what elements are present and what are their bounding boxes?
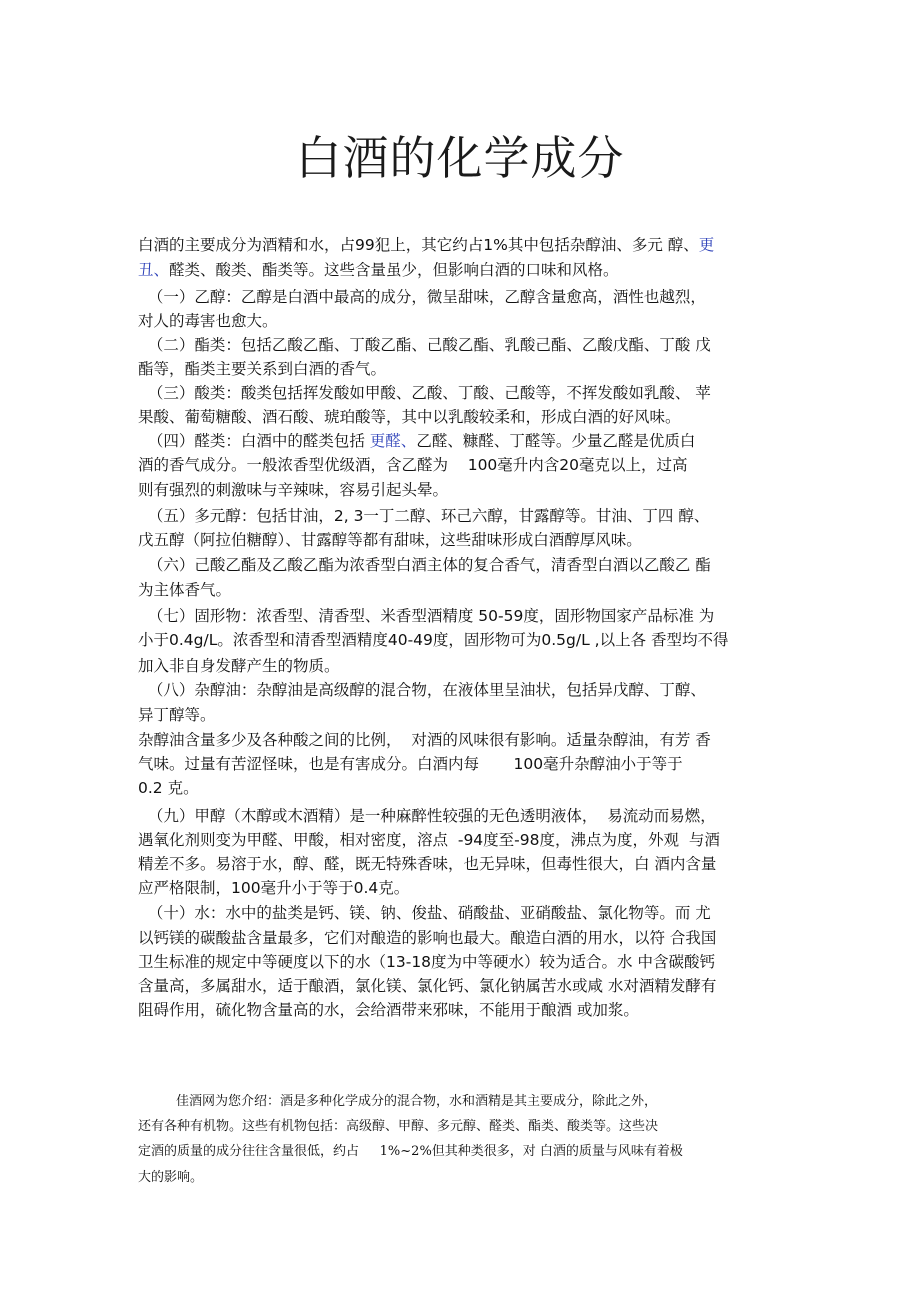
body-line: [138, 928, 716, 948]
body-text: （三）酸类：酸类包括挥发酸如甲酸、乙酸、丁酸、己酸等，不挥发酸如乳酸、 苹: [138, 384, 711, 402]
body-text: 酯等，酯类主要关系到白酒的香气。: [138, 360, 387, 378]
body-text: （二）酯类：包括乙酸乙酯、丁酸乙酯、己酸乙酯、乳酸己酯、乙酸戊酯、丁酸 戊: [138, 336, 711, 354]
body-text: （六）己酸乙酯及乙酸乙酯为浓香型白酒主体的复合香气，清香型白酒以乙酸乙 酯: [138, 556, 711, 574]
body-line: [138, 903, 711, 923]
body-line: [138, 383, 711, 403]
body-line: [138, 311, 278, 331]
body-line: [138, 1000, 639, 1020]
body-line: [138, 455, 688, 475]
hyperlink[interactable]: 更: [698, 236, 715, 254]
body-line: [138, 830, 720, 850]
body-text: 应严格限制，100毫升小于等于0.4克。: [138, 879, 410, 897]
body-text: 杂醇油含量多少及各种酸之间的比例， 对酒的风味很有影响。适量杂醇油，有芳 香: [138, 731, 711, 749]
body-text: 卫生标准的规定中等硬度以下的水（13-18度为中等硬水）较为适合。水 中含碳酸钙: [138, 953, 715, 971]
body-line: [138, 854, 716, 874]
body-line: [138, 431, 695, 451]
body-line: [138, 260, 619, 280]
body-text: 0.2 克。: [138, 779, 199, 797]
body-line: [138, 976, 716, 996]
hyperlink[interactable]: 更醛、: [369, 432, 417, 450]
body-text: （十）水：水中的盐类是钙、镁、钠、俊盐、硝酸盐、亚硝酸盐、氯化物等。而 尤: [138, 904, 711, 922]
footer-line: 佳酒网为您介绍：酒是多种化学成分的混合物，水和酒精是其主要成分，除此之外，: [176, 1094, 658, 1109]
body-text: 则有强烈的刺激味与辛辣味，容易引起头晕。: [138, 481, 449, 499]
body-text: （八）杂醇油：杂醇油是高级醇的混合物，在液体里呈油状，包括异戊醇、丁醇、: [138, 681, 706, 699]
body-line: [138, 952, 715, 972]
body-line: [138, 335, 711, 355]
body-line: [138, 359, 386, 379]
body-text: （一）乙醇：乙醇是白酒中最高的成分，微呈甜味，乙醇含量愈高，酒性也越烈，: [138, 288, 706, 306]
body-line: [138, 407, 681, 427]
body-text: 醛类、酸类、酯类等。这些含量虽少，但影响白酒的口味和风格。: [169, 261, 619, 279]
body-line: [138, 730, 711, 750]
body-text: （九）甲醇（木醇或木酒精）是一种麻醉性较强的无色透明液体， 易流动而易燃，: [138, 807, 716, 825]
body-text: （四）醛类：白酒中的醛类包括: [138, 432, 370, 450]
body-line: [138, 530, 642, 550]
footer-line: 大的影响。: [138, 1170, 204, 1185]
body-text: 阻碍作用，硫化物含量高的水，会给酒带来邪味，不能用于酿酒 或加浆。: [138, 1001, 639, 1019]
body-text: 精差不多。易溶于水，醇、醛，既无特殊香味，也无异味，但毒性很大，白 酒内含量: [138, 855, 717, 873]
body-text: 小于0.4g/L。浓香型和清香型酒精度40-49度，固形物可为0.5g/L ,以上各 香型均不得: [138, 631, 729, 649]
body-text: （五）多元醇：包括甘油，2, 3一丁二醇、环己六醇，甘露醇等。甘油、丁四 醇、: [138, 507, 710, 525]
body-text: 气味。过量有苦涩怪味，也是有害成分。白酒内每 100毫升杂醇油小于等于: [138, 755, 683, 773]
body-text: 果酸、葡萄糖酸、酒石酸、琥珀酸等，其中以乳酸较柔和，形成白酒的好风味。: [138, 408, 681, 426]
hyperlink[interactable]: 丑、: [138, 261, 170, 279]
body-line: [138, 287, 706, 307]
body-line: [138, 506, 709, 526]
body-line: [138, 656, 340, 676]
body-line: [138, 235, 714, 255]
body-text: 加入非自身发酵产生的物质。: [138, 657, 340, 675]
body-line: [138, 778, 199, 798]
body-line: [138, 680, 706, 700]
body-line: [138, 580, 231, 600]
footer-line: 定酒的质量的成分往往含量很低，约占 1%~2%但其种类很多，对 白酒的质量与风味有着极: [138, 1144, 683, 1159]
body-text: 异丁醇等。: [138, 706, 216, 724]
body-text: 戊五醇（阿拉伯糖醇）、甘露醇等都有甜味，这些甜味形成白酒醇厚风味。: [138, 531, 642, 549]
body-text: 乙醛、糠醛、丁醛等。少量乙醛是优质白: [416, 432, 696, 450]
body-line: [138, 806, 716, 826]
body-line: [138, 878, 409, 898]
body-text: 遇氧化剂则变为甲醛、甲酸，相对密度，溶点 -94度至-98度，沸点为度，外观 与酒: [138, 831, 720, 849]
body-text: 对人的毒害也愈大。: [138, 312, 278, 330]
body-text: 酒的香气成分。一般浓香型优级酒，含乙醛为 100毫升内含20毫克以上，过高: [138, 456, 688, 474]
body-line: [138, 555, 711, 575]
body-line: [138, 480, 448, 500]
body-line: [138, 705, 216, 725]
footer-line: 还有各种有机物。这些有机物包括：高级醇、甲醇、多元醇、醛类、酯类、酸类等。这些决: [138, 1119, 659, 1134]
body-text: 为主体香气。: [138, 581, 232, 599]
body-line: [138, 754, 683, 774]
body-text: 以钙镁的碳酸盐含量最多，它们对酿造的影响也最大。酿造白酒的用水，以符 合我国: [138, 929, 717, 947]
body-line: [138, 630, 729, 650]
document-title: 白酒的化学成分: [295, 131, 625, 185]
body-line: [138, 606, 714, 626]
body-text: （七）固形物：浓香型、清香型、米香型酒精度 50-59度，固形物国家产品标准 为: [138, 607, 715, 625]
body-text: 白酒的主要成分为酒精和水，占99犯上，其它约占1%其中包括杂醇油、多元 醇、: [138, 236, 699, 254]
body-text: 含量高，多属甜水，适于酿酒，氯化镁、氯化钙、氯化钠属苦水或咸 水对酒精发酵有: [138, 977, 717, 995]
